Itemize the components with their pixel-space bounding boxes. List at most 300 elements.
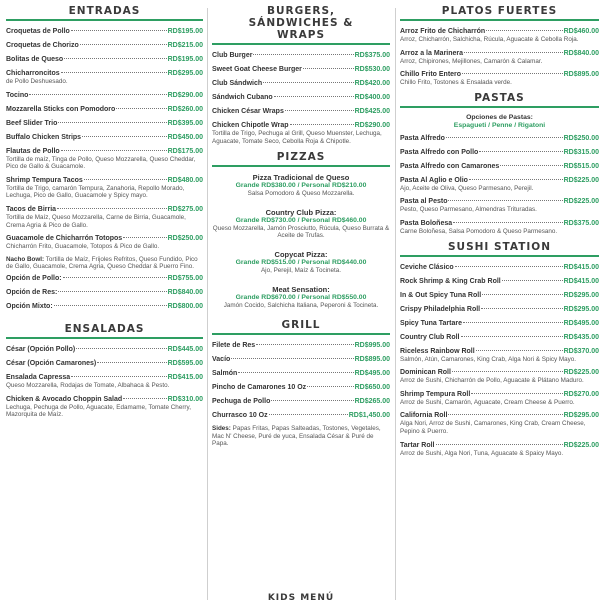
item-name: Pasta Alfredo con Pollo — [400, 148, 479, 156]
item-description: Arroz, Chipirones, Mejillones, Camarón & Calamar. — [400, 57, 543, 65]
item-description: Arroz de Sushi, Camarón, Aguacate, Cream Cheese & Puerro. — [400, 398, 575, 406]
item-price: RD$400.00 — [354, 94, 390, 101]
item-name: Pasta Boloñesa — [400, 219, 453, 227]
item-price: RD$450.00 — [167, 133, 203, 141]
item-row — [212, 383, 390, 392]
item-name: Filete de Res — [212, 342, 256, 350]
menu-item-ensalada-capressa — [6, 373, 203, 390]
dot-leader — [285, 110, 354, 111]
item-price: RD$445.00 — [167, 345, 203, 353]
pizza-description: Jamón Cocido, Salchicha Italiana, Peperoni & Tocineta. — [223, 301, 379, 309]
item-row — [400, 347, 599, 356]
item-price: RD$295.00 — [563, 305, 599, 313]
menu-item-club-burger — [212, 51, 390, 60]
item-price: RD$225.00 — [563, 441, 599, 449]
item-row — [6, 147, 203, 156]
item-row — [6, 205, 203, 214]
dot-leader — [97, 362, 166, 363]
item-row — [6, 234, 203, 243]
item-name: Bolitas de Queso — [6, 56, 64, 63]
platos-list — [400, 27, 599, 87]
item-price: RD$530.00 — [354, 66, 390, 73]
menu-item-bolitas-de-queso — [6, 55, 203, 64]
item-description: Tortilla de Maíz, Queso Mozzarella, Carne de Birria, Guacamole, Crema Agria & Pico de Gallo. — [6, 213, 186, 229]
item-row — [6, 91, 203, 100]
dot-leader — [84, 179, 167, 180]
dot-leader — [57, 208, 167, 209]
pizza-copycat-pizza — [212, 250, 390, 275]
column-divider-right — [395, 8, 396, 600]
item-row — [400, 277, 599, 286]
pizza-pizza-tradicional-de-queso — [212, 173, 390, 198]
item-price: RD$225.00 — [563, 198, 599, 206]
item-name: César (Opción Camarones) — [6, 359, 97, 367]
item-description: Chillo Frito, Tostones & Ensalada verde. — [400, 79, 512, 87]
item-price: RD$840.00 — [563, 49, 599, 57]
item-name: Shrimp Tempura Roll — [400, 390, 471, 398]
item-price: RD$225.00 — [563, 176, 599, 184]
item-description: Tortilla de Trigo, camarón Tempura, Zanahoria, Repollo Morado, Lechuga, Pico de Gallo, Guacamole y Spicy mayo. — [6, 184, 185, 200]
dot-leader — [238, 372, 353, 373]
item-price: RD$435.00 — [563, 333, 599, 341]
section-rule — [6, 337, 203, 339]
item-price: RD$315.00 — [563, 148, 599, 156]
item-price: RD$895.00 — [354, 356, 390, 364]
pizza-price: Grande RD$670.00 / Personal RD$550.00 — [235, 293, 367, 301]
menu-item-arroz-a-la-marinera — [400, 49, 599, 66]
dot-leader — [303, 68, 354, 69]
item-name: Riceless Rainbow Roll — [400, 347, 475, 355]
dot-leader — [116, 108, 166, 109]
pizza-name: Country Club Pizza: — [265, 207, 337, 217]
item-name: Chillo Frito Entero — [400, 71, 462, 79]
item-row — [400, 70, 599, 79]
dot-leader — [500, 165, 562, 166]
item-name: Arroz Frito de Chicharrón — [400, 28, 486, 35]
item-price: RD$310.00 — [167, 395, 203, 403]
item-price: RD$375.00 — [354, 52, 390, 59]
column-left — [6, 0, 203, 424]
item-description: Tortilla de Maíz, Frijoles Refritos, Queso Fundido, Pico de Gallo, Guacamole, Crema Agria, Queso Cheddar & Puerro Fino. — [6, 255, 198, 271]
menu-item-rock-shrimp-king-crab-roll — [400, 277, 599, 286]
menu-item-chicken-cesar-wraps — [212, 107, 390, 116]
menu-item-pasta-bolonesa — [400, 219, 599, 236]
item-description: Queso Mozzarella, Rodajas de Tomate, Albahaca & Pesto. — [6, 381, 170, 389]
menu-item-ceviche-clasico — [400, 263, 599, 272]
item-name: Pechuga de Pollo — [212, 398, 271, 406]
item-row — [400, 441, 599, 450]
item-name: Sándwich Cubano — [212, 94, 273, 101]
dot-leader — [269, 414, 348, 415]
burgers-list — [212, 51, 390, 145]
menu-item-pechuga-de-pollo — [212, 397, 390, 406]
item-row — [400, 291, 599, 300]
item-row — [400, 162, 599, 171]
item-row — [400, 134, 599, 143]
section-title-burgers — [212, 5, 390, 41]
item-price: RD$420.00 — [354, 80, 390, 87]
menu-item-croquetas-de-chorizo — [6, 41, 203, 50]
item-row — [212, 355, 390, 364]
item-price: RD$895.00 — [563, 71, 599, 79]
item-price: RD$395.00 — [167, 119, 203, 127]
item-row — [6, 288, 203, 297]
item-row — [400, 219, 599, 228]
pizza-name: Pizza Tradicional de Queso — [252, 173, 350, 183]
item-price: RD$290.00 — [354, 122, 390, 129]
dot-leader — [481, 308, 562, 309]
item-price: RD$375.00 — [563, 219, 599, 227]
item-name: Chicken & Avocado Choppin Salad — [6, 395, 123, 403]
item-row — [6, 395, 203, 404]
item-name: Opción de Pollo: — [6, 274, 62, 282]
menu-item-nacho-bowl — [6, 256, 203, 271]
section-ensaladas — [6, 323, 203, 419]
menu-item-vacio — [212, 355, 390, 364]
section-pizzas — [212, 151, 390, 309]
item-name: Arroz a la Marinera — [400, 49, 464, 57]
item-name: Tartar Roll — [400, 441, 435, 449]
pizza-description: Queso Mozzarella, Jamón Prosciutto, Rúcula, Queso Burrata & Aceite de Trufas. — [212, 224, 390, 240]
item-name: California Roll — [400, 412, 448, 420]
item-name: Tacos de Birria — [6, 205, 57, 213]
item-description: Ajo, Aceite de Oliva, Queso Parmesano, Perejil. — [400, 184, 534, 192]
item-row — [6, 359, 203, 368]
dot-leader — [123, 237, 166, 238]
pizza-name: Copycat Pizza: — [274, 249, 328, 259]
column-right — [400, 0, 599, 462]
dot-leader — [231, 358, 353, 359]
section-rule — [212, 333, 390, 335]
item-name: Dominican Roll — [400, 369, 451, 377]
menu-item-sandwich-cubano — [212, 93, 390, 102]
dot-leader — [453, 222, 562, 223]
item-row — [6, 69, 203, 78]
item-description: Salmón, Atún, Camarones, King Crab, Alga Nori & Spicy Mayo. — [400, 355, 577, 363]
menu-item-tocino — [6, 91, 203, 100]
menu-item-opcion-de-pollo — [6, 274, 203, 283]
section-title-platos: PLATOS FUERTES — [441, 5, 558, 17]
section-title-entradas: ENTRADAS — [68, 5, 141, 17]
menu-item-buffalo-chicken-strips — [6, 133, 203, 142]
item-price: RD$260.00 — [167, 105, 203, 113]
dot-leader — [71, 376, 166, 377]
item-row — [6, 302, 203, 311]
item-price: RD$995.00 — [354, 342, 390, 350]
item-price: RD$290.00 — [167, 91, 203, 99]
menu-item-mozzarella-sticks-con-pomodoro — [6, 105, 203, 114]
item-price: RD$495.00 — [354, 370, 390, 378]
item-row — [400, 333, 599, 342]
dot-leader — [476, 350, 563, 351]
item-row — [212, 121, 390, 130]
item-description: Chicharrón Frito, Guacamole, Totopos & Pico de Gallo. — [6, 243, 160, 251]
item-name: Chicken Chipotle Wrap — [212, 122, 289, 129]
item-price: RD$295.00 — [167, 70, 203, 77]
dot-leader — [482, 294, 562, 295]
item-price: RD$595.00 — [167, 359, 203, 367]
item-name: Beef Slider Trio — [6, 119, 58, 127]
ensaladas-list — [6, 345, 203, 419]
item-price: RD$840.00 — [167, 288, 203, 296]
dot-leader — [64, 58, 166, 59]
item-row — [400, 305, 599, 314]
dot-leader — [502, 280, 563, 281]
pasta-options: Espagueti / Penne / Rigatoni — [453, 121, 546, 129]
dot-leader — [464, 52, 563, 53]
item-name: Shrimp Tempura Tacos — [6, 176, 83, 184]
section-rule — [400, 255, 599, 257]
dot-leader — [462, 73, 563, 74]
menu-item-flautas-de-pollo — [6, 147, 203, 171]
section-rule — [6, 19, 203, 21]
nacho-options-list — [6, 274, 203, 311]
pastas-list — [400, 134, 599, 236]
item-description: Alga Nori, Arroz de Sushi, Camarones, King Crab, Cream Cheese, Pepino & Puerro. — [400, 420, 586, 435]
menu-item-cesar-opcion-pollo — [6, 345, 203, 354]
item-row — [6, 119, 203, 128]
section-rule — [400, 106, 599, 108]
item-row — [6, 274, 203, 283]
item-row — [400, 368, 599, 377]
dot-leader — [58, 291, 166, 292]
dot-leader — [274, 96, 354, 97]
item-price: RD$515.00 — [563, 162, 599, 170]
item-name: Pincho de Camarones 10 Oz — [212, 384, 307, 392]
item-name: Salmón — [212, 370, 238, 378]
item-name: Pasta Alfredo con Camarones — [400, 162, 500, 170]
dot-leader — [479, 151, 562, 152]
item-row — [6, 176, 203, 185]
entradas-list — [6, 27, 203, 251]
pizza-price: Grande RD$515.00 / Personal RD$440.00 — [235, 258, 367, 266]
item-description: Arroz de Sushi, Chicharrón de Pollo, Aguacate & Plátano Maduro. — [400, 377, 584, 385]
item-name: Ceviche Clásico — [400, 263, 454, 271]
item-name: Flautas de Pollo — [6, 147, 60, 155]
dot-leader — [61, 150, 167, 151]
dot-leader — [455, 266, 563, 267]
dot-leader — [256, 344, 353, 345]
section-platos — [400, 5, 599, 87]
item-description: Tortilla de maíz, Tinga de Pollo, Queso Mozzarella, Queso Cheddar, Pico de Gallo & Guacamole. — [6, 155, 196, 171]
pizza-description: Ajo, Perejil, Maíz & Tocineta. — [260, 266, 342, 274]
dot-leader — [71, 30, 167, 31]
item-price: RD$250.00 — [167, 235, 203, 243]
menu-item-guacamole-de-chicharron-totopos — [6, 234, 203, 251]
menu-item-sweet-goat-cheese-burger — [212, 65, 390, 74]
item-row — [6, 41, 203, 50]
dot-leader — [448, 200, 562, 201]
item-description: Lechuga, Pechuga de Pollo, Aguacate, Edamame, Tomate Cherry, Mazorquita de Maíz. — [6, 403, 191, 419]
section-title-pastas: PASTAS — [474, 91, 525, 104]
section-rule — [400, 19, 599, 21]
item-price: RD$215.00 — [167, 42, 203, 49]
item-name: In & Out Spicy Tuna Roll — [400, 291, 482, 299]
item-row — [6, 345, 203, 354]
item-row — [212, 65, 390, 74]
item-row — [400, 263, 599, 272]
item-name: Nacho Bowl: — [6, 255, 45, 263]
menu-item-tartar-roll — [400, 441, 599, 458]
dot-leader — [61, 72, 167, 73]
dot-leader — [446, 137, 563, 138]
section-rule — [212, 43, 390, 45]
grill-list — [212, 341, 390, 420]
item-name: Guacamole de Chicharrón Totopos — [6, 235, 123, 243]
item-name: Sweet Goat Cheese Burger — [212, 66, 302, 73]
dot-leader — [307, 386, 353, 387]
item-price: RD$800.00 — [167, 302, 203, 310]
item-price: RD$415.00 — [167, 373, 203, 381]
dot-leader — [452, 371, 563, 372]
item-row — [212, 341, 390, 350]
dot-leader — [469, 179, 563, 180]
menu-item-in-out-spicy-tuna-roll — [400, 291, 599, 300]
menu-item-pasta-alfredo-con-camarones — [400, 162, 599, 171]
item-row — [212, 79, 390, 88]
item-name: Croquetas de Pollo — [6, 28, 70, 35]
section-burgers — [212, 5, 390, 145]
item-name: Crispy Philadelphia Roll — [400, 305, 481, 313]
item-price: RD$415.00 — [563, 277, 599, 285]
item-name: Pasta al Pesto — [400, 198, 448, 206]
item-row — [212, 397, 390, 406]
menu-item-chicharroncitos — [6, 69, 203, 86]
item-name: Opción de Res: — [6, 288, 58, 296]
menu-item-crispy-philadelphia-roll — [400, 305, 599, 314]
item-name: Croquetas de Chorizo — [6, 42, 79, 49]
menu-item-arroz-frito-de-chicharron — [400, 27, 599, 44]
column-divider-left — [207, 8, 208, 600]
item-name: Chicharroncitos — [6, 70, 60, 77]
menu-item-california-roll — [400, 411, 599, 435]
item-name: Chicken César Wraps — [212, 108, 284, 115]
menu-item-pincho-de-camarones-10-oz — [212, 383, 390, 392]
item-row — [212, 107, 390, 116]
item-price: RD$275.00 — [167, 205, 203, 213]
item-name: Pasta Alfredo — [400, 134, 445, 142]
item-row — [212, 369, 390, 378]
dot-leader — [58, 122, 166, 123]
item-description: Arroz de Sushi, Alga Nori, Tuna, Aguacate & Spaicy Mayo. — [400, 449, 564, 457]
item-price: RD$495.00 — [563, 319, 599, 327]
column-middle — [212, 0, 390, 448]
menu-item-chillo-frito-entero — [400, 70, 599, 87]
item-name: Buffalo Chicken Strips — [6, 133, 82, 141]
menu-item-opcion-mixto — [6, 302, 203, 311]
section-title-pizzas: PIZZAS — [276, 151, 326, 164]
item-price: RD$250.00 — [563, 134, 599, 142]
item-row — [400, 197, 599, 206]
item-price: RD$265.00 — [354, 398, 390, 406]
item-row — [212, 93, 390, 102]
pasta-options-title: Opciones de Pastas: — [466, 113, 533, 121]
pizzas-list — [212, 173, 390, 309]
item-price: RD$175.00 — [167, 147, 203, 155]
item-name: Churrasco 10 Oz — [212, 412, 268, 420]
menu-item-cesar-opcion-camarones — [6, 359, 203, 368]
item-row — [400, 49, 599, 58]
item-row — [400, 148, 599, 157]
menu-item-chicken-avocado-choppin-salad — [6, 395, 203, 419]
section-title-burgers-text: BURGERS, SÁNDWICHES & WRAPS — [248, 5, 354, 41]
item-row — [400, 176, 599, 185]
item-price: RD$755.00 — [167, 274, 203, 282]
dot-leader — [271, 400, 353, 401]
menu-item-tacos-de-birria — [6, 205, 203, 229]
item-price: RD$370.00 — [563, 347, 599, 355]
menu-item-riceless-rainbow-roll — [400, 347, 599, 364]
item-name: Club Burger — [212, 52, 253, 59]
item-row — [6, 55, 203, 64]
pizza-price: Grande RD$380.00 / Personal RD$210.00 — [235, 182, 367, 190]
item-row — [400, 319, 599, 328]
item-name: Vacío — [212, 356, 231, 364]
dot-leader — [290, 124, 354, 125]
section-title-grill: GRILL — [281, 319, 321, 332]
item-price: RD$195.00 — [167, 28, 203, 35]
dot-leader — [82, 136, 167, 137]
item-name: Rock Shrimp & King Crab Roll — [400, 277, 501, 285]
menu-item-croquetas-de-pollo — [6, 27, 203, 36]
item-name: Pasta Al Aglio e Olio — [400, 176, 468, 184]
menu-item-salmon — [212, 369, 390, 378]
item-name: Spicy Tuna Tartare — [400, 319, 462, 327]
menu-item-shrimp-tempura-tacos — [6, 176, 203, 200]
item-row — [6, 27, 203, 36]
item-name: Mozzarella Sticks con Pomodoro — [6, 105, 116, 113]
section-entradas — [6, 5, 203, 311]
item-name: Ensalada Capressa — [6, 373, 71, 381]
item-row — [212, 411, 390, 420]
dot-leader — [80, 44, 167, 45]
dot-leader — [436, 444, 563, 445]
item-row — [6, 133, 203, 142]
menu-item-club-sandwich — [212, 79, 390, 88]
item-description: Tortilla de Trigo, Pechuga al Grill, Queso Muenster, Lechuga, Aguacate, Tomate Seco, Cebolla Roja & Chipotle. — [212, 130, 382, 145]
item-row — [400, 411, 599, 420]
item-price: RD$270.00 — [563, 390, 599, 398]
item-name: Country Club Roll — [400, 333, 460, 341]
item-description: de Pollo Deshuesado. — [6, 78, 68, 85]
item-description: Arroz, Chicharrón, Salchicha, Rúcula, Aguacate & Cebolla Roja. — [400, 36, 579, 43]
item-name: César (Opción Pollo) — [6, 345, 76, 353]
dot-leader — [461, 336, 563, 337]
pizza-meat-sensation — [212, 285, 390, 310]
section-grill — [212, 319, 390, 448]
item-description: Carne Boloñesa, Salsa Pomodoro & Queso Parmesano. — [400, 227, 558, 235]
section-rule — [212, 165, 390, 167]
dot-leader — [448, 414, 562, 415]
dot-leader — [253, 54, 353, 55]
item-price: RD$295.00 — [563, 291, 599, 299]
item-row — [6, 373, 203, 382]
item-price: RD$415.00 — [563, 263, 599, 271]
item-row — [212, 51, 390, 60]
menu-item-pasta-alfredo — [400, 134, 599, 143]
menu-item-beef-slider-trio — [6, 119, 203, 128]
pizza-price: Grande RD$730.00 / Personal RD$460.00 — [235, 216, 367, 224]
menu-item-spicy-tuna-tartare — [400, 319, 599, 328]
dot-leader — [471, 393, 562, 394]
menu-item-pasta-al-aglio-e-olio — [400, 176, 599, 193]
menu-item-pasta-alfredo-con-pollo — [400, 148, 599, 157]
sushi-list — [400, 263, 599, 458]
sides-label: Sides: — [212, 425, 231, 433]
dot-leader — [63, 277, 167, 278]
pizza-country-club-pizza — [212, 208, 390, 240]
item-row — [6, 105, 203, 114]
